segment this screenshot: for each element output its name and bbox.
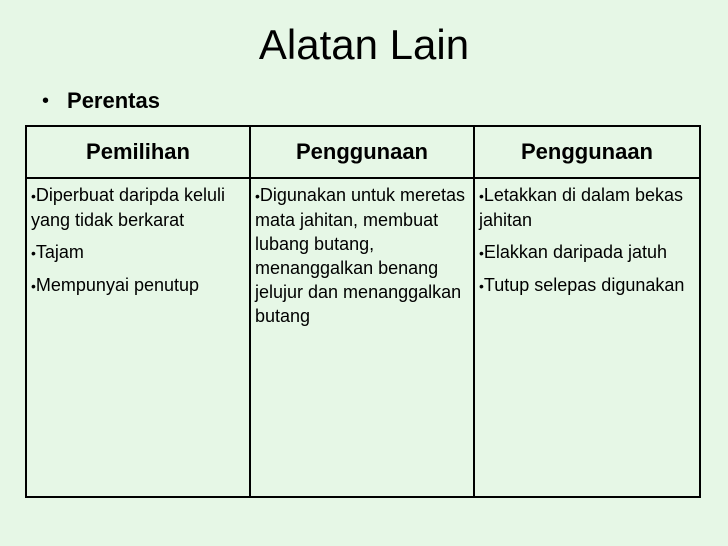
bullet-marker: • (479, 245, 484, 261)
bullet-marker: • (31, 245, 36, 261)
cell-pemilihan (26, 178, 250, 497)
slide-title: Alatan Lain (258, 21, 470, 68)
item-text: Mempunyai penutup (35, 275, 200, 295)
item-text: Tutup selepas digunakan (483, 275, 685, 295)
bullet-marker: • (31, 188, 36, 204)
table-row (26, 178, 700, 497)
bullet-text: Perentas (67, 88, 160, 113)
cell-penggunaan-1 (250, 178, 474, 497)
bullet-marker: • (255, 188, 260, 204)
info-table (25, 125, 701, 498)
header-penggunaan-2: Penggunaan (474, 126, 700, 178)
list-item (31, 273, 245, 298)
list-item (479, 240, 695, 265)
item-text: Letakkan di dalam bekas jahitan (479, 185, 684, 230)
header-pemilihan: Pemilihan (26, 126, 250, 178)
list-item (255, 183, 469, 328)
bullet-marker: • (479, 278, 484, 294)
bullet-marker: • (31, 278, 36, 294)
table-header-row (26, 126, 700, 178)
header-penggunaan-1: Penggunaan (250, 126, 474, 178)
list-item (31, 183, 245, 232)
list-item (479, 273, 695, 298)
bullet-marker: • (479, 188, 484, 204)
cell-penggunaan-2 (474, 178, 700, 497)
list-item (479, 183, 695, 232)
item-text: Digunakan untuk meretas mata jahitan, membuat lubang butang, menanggalkan benang jelujur dan menanggalkan butang (255, 185, 466, 326)
bullet-marker: • (42, 90, 50, 112)
list-item (31, 240, 245, 265)
item-text: Diperbuat daripda keluli yang tidak berkarat (31, 185, 226, 230)
item-text: Tajam (35, 242, 84, 262)
item-text: Elakkan daripada jatuh (483, 242, 668, 262)
bullet-perentas (42, 86, 160, 116)
